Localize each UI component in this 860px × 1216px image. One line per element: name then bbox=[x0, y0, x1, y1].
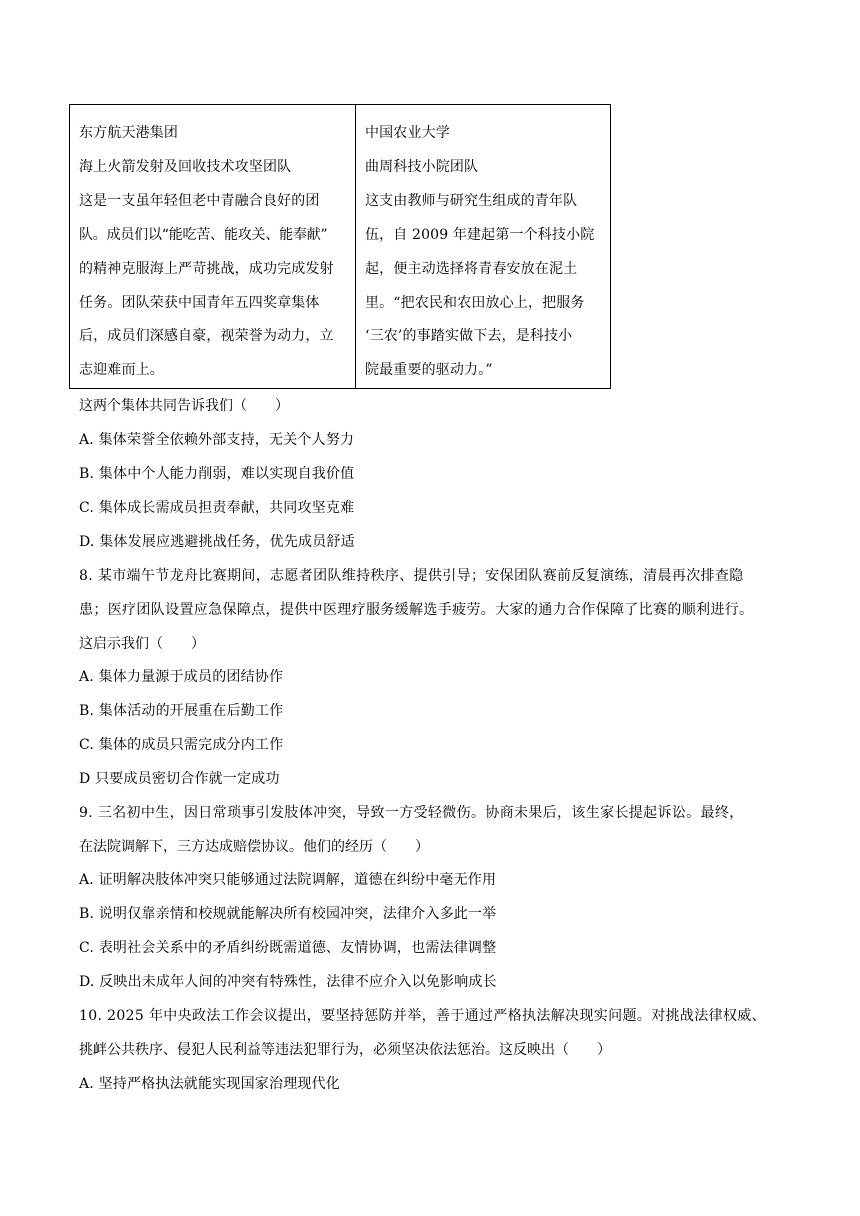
cell-line: 的精神克服海上严苛挑战，成功完成发射 bbox=[79, 260, 334, 277]
q7-option-a[interactable]: A. 集体荣誉全依赖外部支持，无关个人努力 bbox=[79, 432, 355, 448]
q8-option-d[interactable]: D 只要成员密切合作就一定成功 bbox=[79, 771, 280, 787]
q9-stem-line: 在法院调解下，三方达成赔偿协议。他们的经历（ ） bbox=[79, 839, 429, 855]
q9-stem-line: 9. 三名初中生，因日常琐事引发肢体冲突，导致一方受轻微伤。协商未果后，该生家长提起诉讼。最终， bbox=[79, 805, 744, 821]
q8-stem-line: 这启示我们（ ） bbox=[79, 636, 205, 652]
q9-option-a[interactable]: A. 证明解决肢体冲突只能够通过法院调解，道德在纠纷中毫无作用 bbox=[79, 872, 497, 888]
cell-line: ‘三农’的事踏实做下去，是科技小 bbox=[365, 328, 573, 345]
cell-line: 队。成员们以“能吃苦、能攻关、能奉献” bbox=[79, 226, 328, 243]
cell-line: 中国农业大学 bbox=[365, 125, 450, 141]
cell-line: 海上火箭发射及回收技术攻坚团队 bbox=[79, 158, 292, 175]
q10-stem-line: 挑衅公共秩序、侵犯人民利益等违法犯罪行为，必须坚决依法惩治。这反映出（ ） bbox=[79, 1042, 611, 1058]
q8-option-b[interactable]: B. 集体活动的开展重在后勤工作 bbox=[79, 703, 284, 719]
cell-line: 起，便主动选择将青春安放在泥土 bbox=[365, 260, 578, 277]
table-row bbox=[70, 105, 611, 389]
q7-stem: 这两个集体共同告诉我们（ ） bbox=[79, 398, 289, 414]
q10-option-a[interactable]: A. 坚持严格执法就能实现国家治理现代化 bbox=[79, 1076, 341, 1092]
table-cell-right bbox=[356, 105, 611, 389]
cell-line: 这支由教师与研究生组成的青年队 bbox=[365, 192, 578, 209]
q10-stem-line: 10. 2025 年中央政法工作会议提出，要坚持惩防并举，善于通过严格执法解决现实问题。对挑战法律权威、 bbox=[79, 1008, 766, 1024]
comparison-table bbox=[69, 104, 611, 389]
table-cell-left bbox=[70, 105, 356, 389]
cell-line: 里。“把农民和农田放心上，把服务 bbox=[365, 294, 585, 311]
q8-option-c[interactable]: C. 集体的成员只需完成分内工作 bbox=[79, 737, 284, 753]
cell-line: 东方航天港集团 bbox=[79, 125, 179, 141]
q9-option-d[interactable]: D. 反映出未成年人间的冲突有特殊性，法律不应介入以免影响成长 bbox=[79, 974, 497, 990]
cell-line: 志迎难而上。 bbox=[79, 362, 164, 379]
q7-option-d[interactable]: D. 集体发展应逃避挑战任务，优先成员舒适 bbox=[79, 534, 355, 550]
q7-option-c[interactable]: C. 集体成长需成员担责奉献，共同攻坚克难 bbox=[79, 500, 355, 516]
cell-line: 院最重要的驱动力。” bbox=[365, 362, 493, 379]
cell-line: 后，成员们深感自豪，视荣誉为动力，立 bbox=[79, 328, 334, 345]
q9-option-b[interactable]: B. 说明仅靠亲情和校规就能解决所有校园冲突，法律介入多此一举 bbox=[79, 906, 497, 922]
q7-option-b[interactable]: B. 集体中个人能力削弱，难以实现自我价值 bbox=[79, 466, 355, 482]
cell-line: 任务。团队荣获中国青年五四奖章集体 bbox=[79, 294, 320, 311]
q9-option-c[interactable]: C. 表明社会关系中的矛盾纠纷既需道德、友情协调，也需法律调整 bbox=[79, 940, 497, 956]
cell-line: 曲周科技小院团队 bbox=[365, 158, 479, 175]
q8-stem-line: 患；医疗团队设置应急保障点，提供中医理疗服务缓解选手疲劳。大家的通力合作保障了比赛的顺利进行。 bbox=[79, 602, 754, 618]
q8-stem-line: 8. 某市端午节龙舟比赛期间，志愿者团队维持秩序、提供引导；安保团队赛前反复演练，清晨再次排查隐 bbox=[79, 568, 744, 584]
cell-line: 这是一支虽年轻但老中青融合良好的团 bbox=[79, 192, 320, 209]
cell-line: 伍，自 2009 年建起第一个科技小院 bbox=[365, 226, 595, 243]
q8-option-a[interactable]: A. 集体力量源于成员的团结协作 bbox=[79, 669, 284, 685]
